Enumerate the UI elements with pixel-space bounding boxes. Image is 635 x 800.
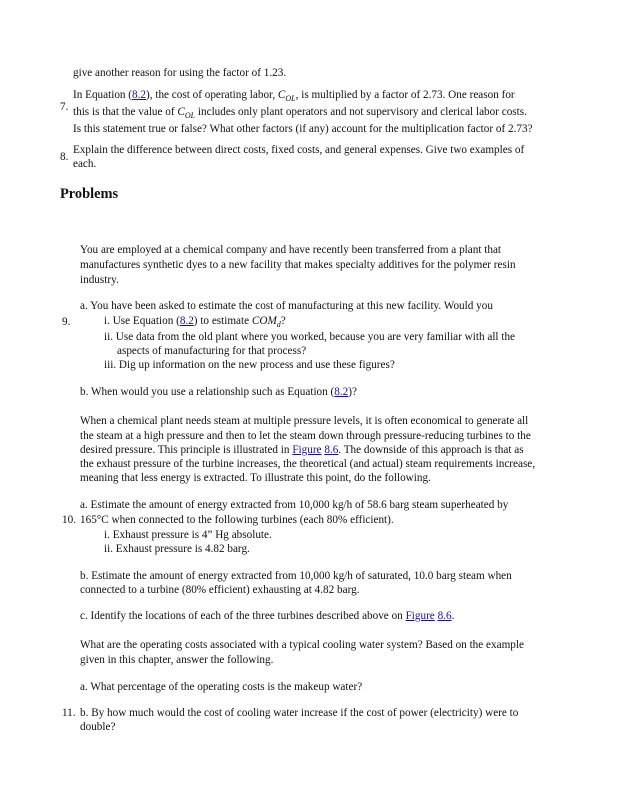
question-11-intro-2: given in this chapter, answer the following.	[80, 654, 274, 666]
question-10-intro-2: the steam at a high pressure and then to let the steam down through pressure-reducing turbines to the	[80, 430, 531, 442]
text: .	[451, 610, 455, 622]
question-8-line-2: each.	[73, 158, 97, 170]
text: desired pressure. This principle is illustrated in	[80, 444, 293, 456]
question-7-line-1	[73, 88, 515, 103]
text: )?	[348, 386, 357, 398]
question-9-part-a-ii: ii. Use data from the old plant where you worked, because you are very familiar with all the	[104, 331, 515, 343]
question-9-part-a: a. You have been asked to estimate the cost of manufacturing at this new facility. Would you	[80, 300, 493, 312]
problems-heading: Problems	[60, 186, 119, 202]
text: ) to estimate	[193, 315, 252, 327]
text: , is multiplied by a factor of 2.73. One reason for	[295, 89, 515, 101]
text: this is that the value of	[73, 106, 178, 118]
question-10-part-a-ii: ii. Exhaust pressure is 4.82 barg.	[104, 543, 250, 555]
question-number-7: 7.	[60, 101, 69, 113]
question-10-part-a-i: i. Exhaust pressure is 4” Hg absolute.	[104, 529, 272, 541]
question-10-part-c	[80, 609, 454, 624]
question-7-line-2	[73, 105, 527, 120]
equation-link-8-2[interactable]: 8.2	[334, 386, 349, 398]
question-9-part-a-i	[104, 314, 286, 329]
text: ), the cost of operating labor,	[146, 89, 278, 101]
question-11-part-b-1: b. By how much would the cost of cooling water increase if the cost of power (electricity) were to	[80, 707, 519, 719]
text: In Equation (	[73, 89, 133, 101]
question-11-intro-1: What are the operating costs associated with a typical cooling water system? Based on the example	[80, 639, 524, 651]
question-10-intro-3	[80, 443, 524, 458]
question-10-intro-4: the exhaust pressure of the turbine increases, the theoretical (and actual) steam requirements increase,	[80, 458, 536, 470]
symbol: C	[177, 106, 185, 118]
text: . The downside of this approach is that as	[338, 444, 524, 456]
subscript: OL	[184, 111, 196, 121]
text: includes only plant operators and not supervisory and clerical labor costs.	[195, 106, 527, 118]
text: c. Identify the locations of each of the three turbines described above on	[80, 610, 406, 622]
symbol: C	[277, 89, 286, 101]
question-10-part-a-1: a. Estimate the amount of energy extracted from 10,000 kg/h of 58.6 barg steam superheated by	[80, 499, 509, 511]
question-8-line-1: Explain the difference between direct costs, fixed costs, and general expenses. Give two examples of	[73, 144, 525, 156]
text: ?	[280, 315, 286, 327]
figure-link-8-6[interactable]: 8.6	[437, 610, 452, 622]
figure-link-word[interactable]: Figure	[405, 610, 435, 622]
equation-link-8-2[interactable]: 8.2	[132, 89, 147, 101]
question-9-intro-1: You are employed at a chemical company and have recently been transferred from a plant that	[80, 244, 502, 256]
question-number-10: 10.	[62, 514, 76, 526]
continuation-text: give another reason for using the factor of 1.23.	[73, 67, 287, 79]
symbol: COM	[251, 315, 277, 327]
question-number-9: 9.	[62, 316, 71, 328]
question-number-11: 11.	[62, 707, 76, 719]
question-9-intro-2: manufactures synthetic dyes to a new facility that makes specialty additives for the polymer resin	[80, 259, 516, 271]
figure-link-8-6[interactable]: 8.6	[324, 444, 339, 456]
subscript: d	[276, 320, 281, 330]
question-number-8: 8.	[60, 151, 69, 163]
question-9-part-a-iii: iii. Dig up information on the new process and use these figures?	[104, 359, 395, 371]
equation-link-8-2[interactable]: 8.2	[179, 315, 194, 327]
text: i. Use Equation (	[104, 315, 180, 327]
figure-link-word[interactable]: Figure	[292, 444, 322, 456]
question-10-intro-1: When a chemical plant needs steam at multiple pressure levels, it is often economical to generate all	[80, 415, 529, 427]
question-11-part-a: a. What percentage of the operating costs is the makeup water?	[80, 681, 363, 693]
question-9-part-a-ii-cont: aspects of manufacturing for that process?	[117, 345, 307, 357]
text: b. When would you use a relationship such as Equation (	[80, 386, 335, 398]
question-10-part-a-2: 165°C when connected to the following turbines (each 80% efficient).	[80, 514, 394, 526]
question-9-intro-3: industry.	[80, 274, 119, 286]
question-9-part-b	[80, 385, 357, 400]
question-10-part-b-2: connected to a turbine (80% efficient) exhausting at 4.82 barg.	[80, 584, 360, 596]
question-7-line-3: Is this statement true or false? What other factors (if any) account for the multiplication factor of 2.73?	[73, 123, 533, 135]
question-10-intro-5: meaning that less energy is extracted. To illustrate this point, do the following.	[80, 472, 431, 484]
question-10-part-b-1: b. Estimate the amount of energy extracted from 10,000 kg/h of saturated, 10.0 barg steam when	[80, 570, 512, 582]
subscript: OL	[285, 94, 296, 104]
question-11-part-b-2: double?	[80, 721, 116, 733]
